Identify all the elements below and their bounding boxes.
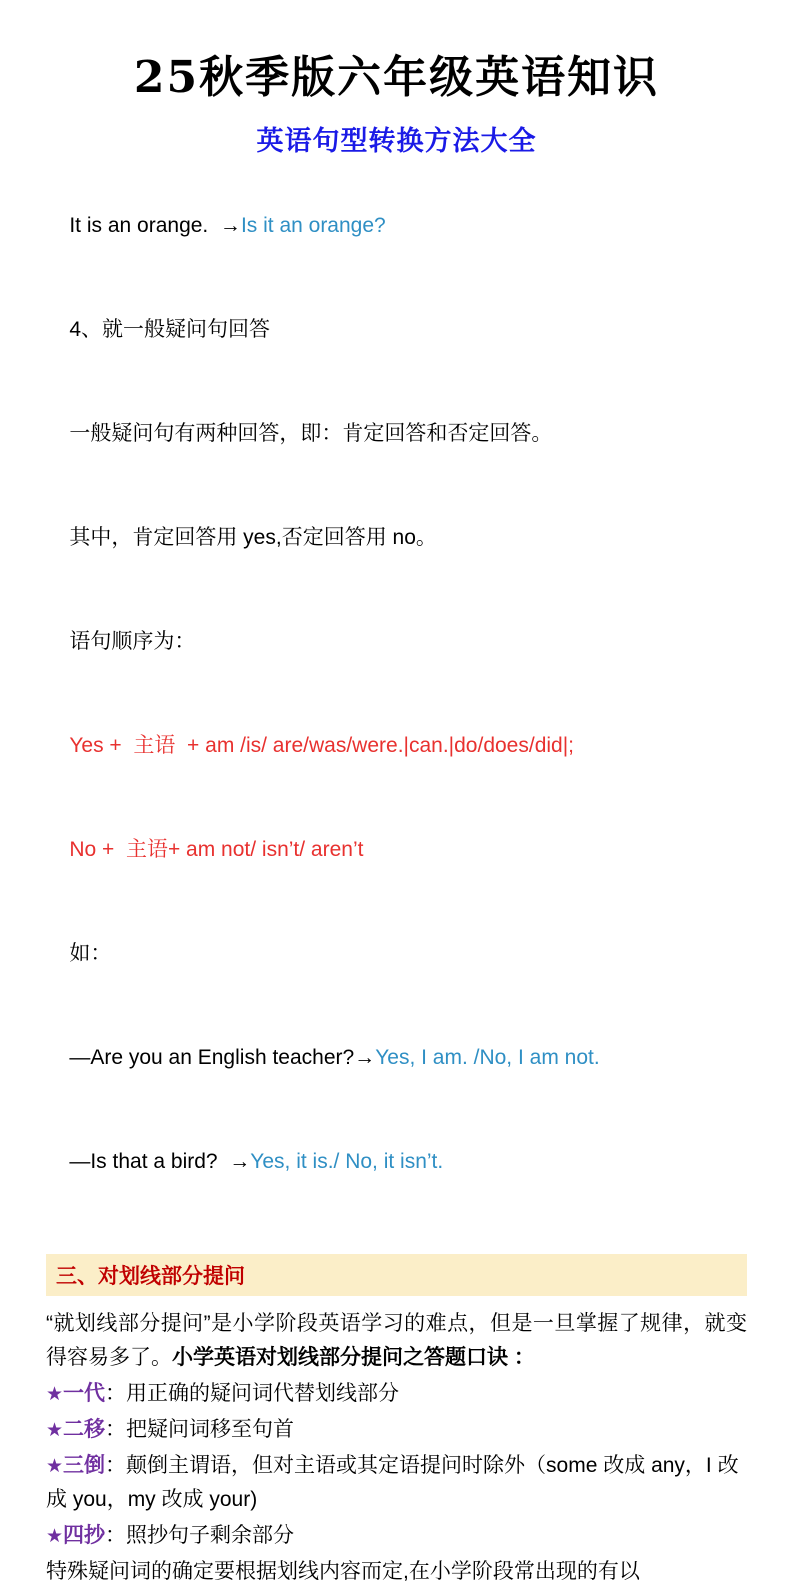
text-segment-formula: Yes + 主语 + am /is/ are/was/were.|can.|do/does/did|; xyxy=(69,734,575,758)
text-segment: 4、就一般疑问句回答 xyxy=(69,317,271,341)
rule-key: 三倒 xyxy=(63,1454,106,1478)
text-segment-highlight: Yes, it is./ No, it isn’t. xyxy=(250,1150,444,1174)
page-subtitle: 英语句型转换方法大全 xyxy=(256,125,537,157)
example-line xyxy=(46,1110,747,1214)
section-intro xyxy=(46,1306,747,1376)
text-segment-formula: No + 主语+ am not/ isn’t/ aren’t xyxy=(69,838,364,862)
rule-colon: ： xyxy=(105,1454,127,1478)
text-segment: 语句顺序为： xyxy=(69,630,196,653)
text-line xyxy=(46,174,747,278)
page-title: 25秋季版六年级英语知识 xyxy=(133,52,660,103)
formula-line xyxy=(46,798,747,902)
rule-colon: ： xyxy=(105,1382,127,1406)
section-closing: 特殊疑问词的确定要根据划线内容而定,在小学阶段常出现的有以 xyxy=(46,1560,640,1584)
rule-key: 二移 xyxy=(63,1418,106,1442)
text-segment: —Are you an English teacher?→ xyxy=(69,1046,376,1070)
star-icon: ★ xyxy=(46,1456,64,1478)
rule-text: 照抄句子剩余部分 xyxy=(126,1524,295,1548)
rule-key: 四抄 xyxy=(63,1524,106,1548)
rule-key: 一代 xyxy=(63,1382,106,1406)
text-line xyxy=(46,382,747,486)
section-header: 三、对划线部分提问 xyxy=(46,1254,747,1296)
intro-text: “就划线部分提问”是小学阶段英语学习的难点，但是一旦掌握了规律，就变得容易多了。 xyxy=(46,1312,747,1370)
text-segment: —Is that a bird? → xyxy=(69,1150,251,1174)
text-segment: 其中，肯定回答用 yes,否定回答用 no。 xyxy=(69,525,437,549)
example-line xyxy=(46,1006,747,1110)
intro-text-bold: 小学英语对划线部分提问之答题口诀 ： xyxy=(172,1346,535,1370)
star-icon: ★ xyxy=(46,1384,64,1406)
text-line xyxy=(46,278,747,382)
formula-line xyxy=(46,694,747,798)
rule-item xyxy=(46,1448,747,1518)
text-segment-highlight: Yes, I am. /No, I am not. xyxy=(375,1046,600,1070)
star-icon: ★ xyxy=(46,1420,64,1442)
text-segment-highlight: Is it an orange? xyxy=(240,213,386,237)
rule-text: 颠倒主谓语，但对主语或其定语提问时除外（some 改成 any，I 改成 you，my 改成 your) xyxy=(46,1454,739,1512)
rule-colon: ： xyxy=(105,1418,127,1442)
text-segment: 一般疑问句有两种回答，即：肯定回答和否定回答。 xyxy=(69,421,553,445)
text-line xyxy=(46,902,747,1006)
rule-text: 把疑问词移至句首 xyxy=(126,1418,295,1442)
rule-item xyxy=(46,1518,747,1554)
text-segment: 如： xyxy=(69,942,112,966)
rule-text: 用正确的疑问词代替划线部分 xyxy=(126,1382,400,1406)
rule-item xyxy=(46,1376,747,1412)
text-line xyxy=(46,590,747,694)
rule-item xyxy=(46,1412,747,1448)
text-line xyxy=(46,486,747,590)
rule-colon: ： xyxy=(105,1524,127,1548)
star-icon: ★ xyxy=(46,1526,64,1548)
vertical-spacer xyxy=(46,1214,747,1248)
text-segment: It is an orange. → xyxy=(69,213,241,237)
